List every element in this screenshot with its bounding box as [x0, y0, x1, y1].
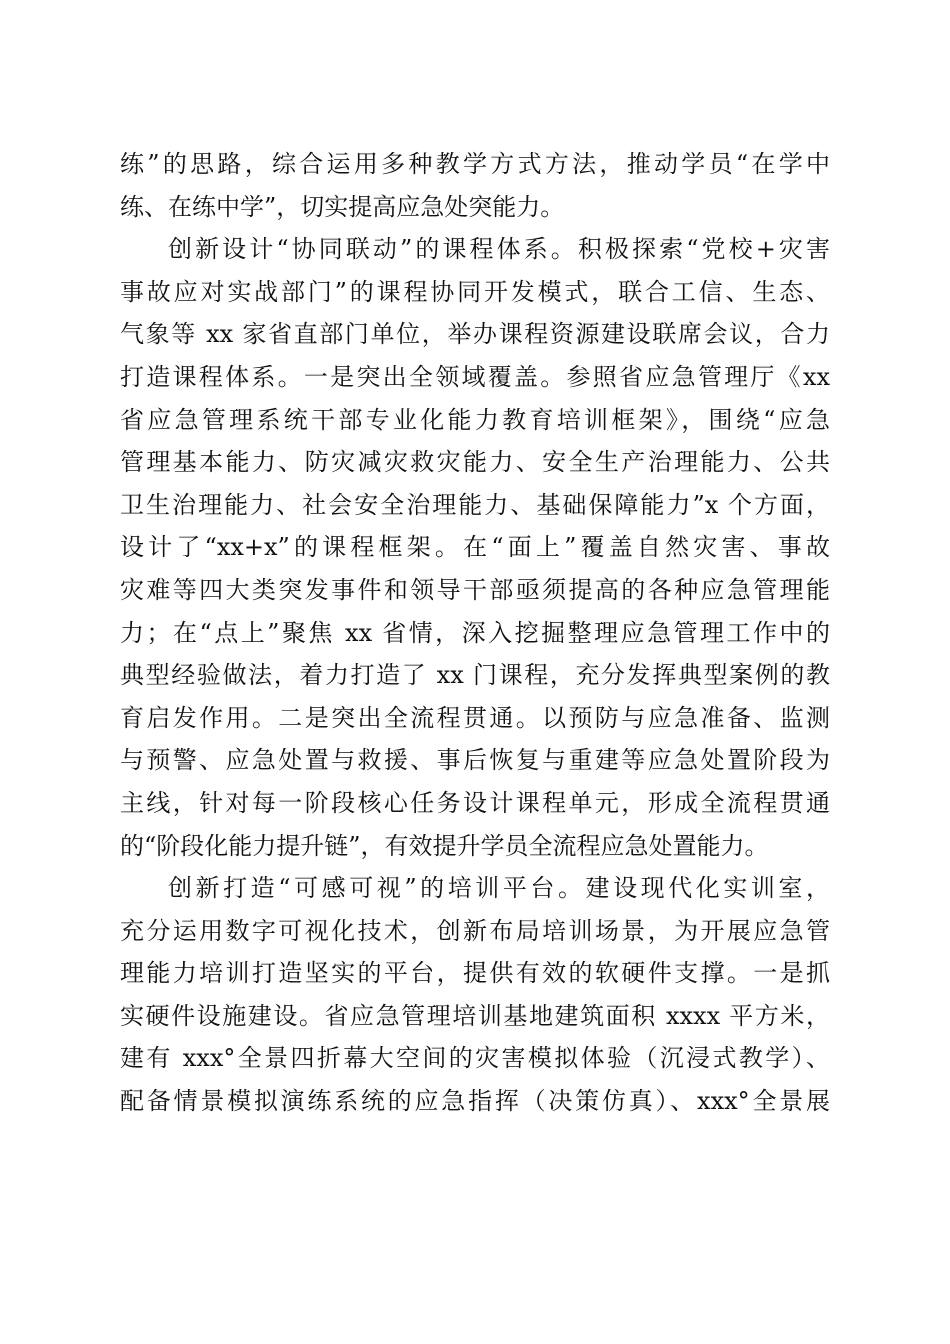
- text-line: 力；在“点上”聚焦 xx 省情，深入挖掘整理应急管理工作中的: [120, 618, 830, 647]
- text-line: 建有 xxx°全景四折幕大空间的灾害模拟体验（沉浸式教学）、: [120, 1044, 830, 1073]
- text-line: 设计了“xx+x”的课程框架。在“面上”覆盖自然灾害、事故: [120, 533, 830, 562]
- text-line: 主线，针对每一阶段核心任务设计课程单元，形成全流程贯通: [120, 788, 830, 817]
- text-line: 气象等 xx 家省直部门单位，举办课程资源建设联席会议，合力: [120, 320, 830, 349]
- text-line: 事故应对实战部门”的课程协同开发模式，联合工信、生态、: [120, 277, 830, 306]
- text-line: 典型经验做法，着力打造了 xx 门课程，充分发挥典型案例的教: [120, 661, 830, 690]
- paragraph-start-line: 创新设计“协同联动”的课程体系。积极探索“党校+灾害: [168, 235, 830, 264]
- text-line: 打造课程体系。一是突出全领域覆盖。参照省应急管理厅《xx: [120, 362, 830, 391]
- text-line: 灾难等四大类突发事件和领导干部亟须提高的各种应急管理能: [120, 575, 830, 604]
- text-line: 理能力培训打造坚实的平台，提供有效的软硬件支撑。一是抓: [120, 959, 830, 988]
- text-line: 充分运用数字可视化技术，创新布局培训场景，为开展应急管: [120, 916, 830, 945]
- paragraph-start-line: 创新打造“可感可视”的培训平台。建设现代化实训室，: [168, 874, 830, 903]
- text-line: 育启发作用。二是突出全流程贯通。以预防与应急准备、监测: [120, 703, 830, 732]
- text-line: 卫生治理能力、社会安全治理能力、基础保障能力”x 个方面，: [120, 490, 830, 519]
- text-line: 练、在练中学”，切实提高应急处突能力。: [120, 192, 565, 221]
- document-body: [120, 143, 830, 1123]
- text-line: 的“阶段化能力提升链”，有效提升学员全流程应急处置能力。: [120, 831, 769, 860]
- text-line: 与预警、应急处置与救援、事后恢复与重建等应急处置阶段为: [120, 746, 830, 775]
- text-line: 练”的思路，综合运用多种教学方式方法，推动学员“在学中: [120, 150, 830, 178]
- text-line: 省应急管理系统干部专业化能力教育培训框架》，围绕“应急: [120, 405, 830, 434]
- text-line: 配备情景模拟演练系统的应急指挥（决策仿真）、xxx°全景展: [120, 1087, 830, 1116]
- text-line: 实硬件设施建设。省应急管理培训基地建筑面积 xxxx 平方米，: [120, 1001, 830, 1030]
- text-line: 管理基本能力、防灾减灾救灾能力、安全生产治理能力、公共: [120, 448, 830, 477]
